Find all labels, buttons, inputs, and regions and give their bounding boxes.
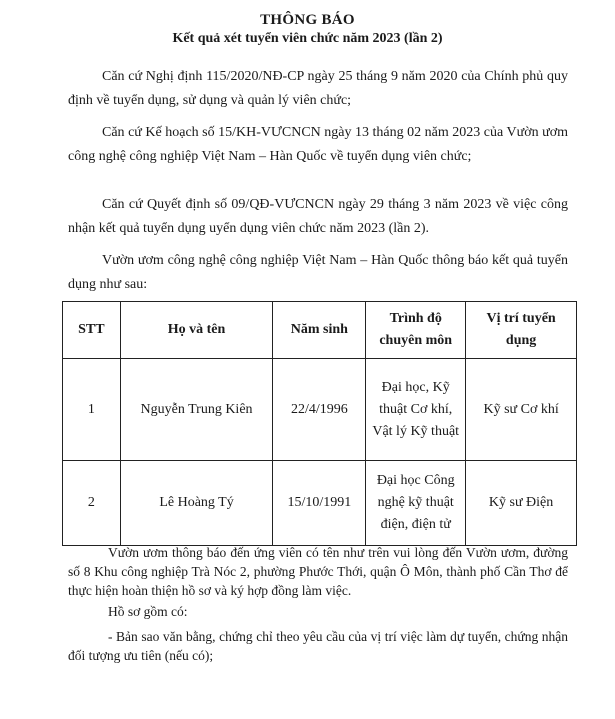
column-header-name: Họ và tên: [120, 302, 273, 359]
table-row: [63, 359, 577, 461]
column-header-stt: STT: [63, 302, 121, 359]
table-header-row: [63, 302, 577, 359]
cell-position: Kỹ sư Cơ khí: [466, 359, 577, 461]
cell-birth-date: 22/4/1996: [273, 359, 366, 461]
paragraph-legal-basis-decree: Căn cứ Nghị định 115/2020/NĐ-CP ngày 25 tháng 9 năm 2020 của Chính phủ quy định về tuyển dụng, sử dụng và quản lý viên chức;: [68, 69, 568, 108]
paragraph-legal-basis-plan: Căn cứ Kế hoạch số 15/KH-VƯCNCN ngày 13 tháng 02 năm 2023 của Vườn ươm công nghệ công nghiệp Việt Nam – Hàn Quốc về tuyển dụng viên chức;: [68, 125, 568, 164]
cell-name: Lê Hoàng Tý: [120, 461, 273, 546]
paragraph-instructions: Vườn ươm thông báo đến ứng viên có tên như trên vui lòng đến Vườn ươm, đường số 8 Khu công nghiệp Trà Nóc 2, phường Phước Thới, quận Ô Môn, thành phố Cần Thơ để thực hiện hoàn thiện hồ sơ và ký hợp đồng làm việc.: [68, 545, 568, 598]
table-row: [63, 461, 577, 546]
document-subtitle: Kết quả xét tuyển viên chức năm 2023 (lần 2): [172, 31, 443, 46]
cell-birth-date: 15/10/1991: [273, 461, 366, 546]
column-header-birth-date: Năm sinh: [273, 302, 366, 359]
cell-name: Nguyễn Trung Kiên: [120, 359, 273, 461]
column-header-position: Vị trí tuyển dụng: [466, 302, 577, 359]
cell-stt: 1: [63, 359, 121, 461]
paragraph-announcement-intro: Vườn ươm công nghệ công nghiệp Việt Nam – Hàn Quốc thông báo kết quả tuyển dụng như sau:: [68, 253, 568, 292]
column-header-qualification: Trình độ chuyên môn: [366, 302, 466, 359]
results-table: [62, 301, 577, 546]
cell-qualification: Đại học, Kỹ thuật Cơ khí, Vật lý Kỹ thuật: [366, 359, 466, 461]
paragraph-legal-basis-decision: Căn cứ Quyết định số 09/QĐ-VƯCNCN ngày 29 tháng 3 năm 2023 về việc công nhận kết quả tuyển dụng uyển dụng viên chức năm 2023 (lần 2).: [68, 197, 568, 236]
cell-position: Kỹ sư Điện: [466, 461, 577, 546]
paragraph-documents-item: - Bản sao văn bằng, chứng chỉ theo yêu cầu của vị trí việc làm dự tuyển, chứng nhận đối tượng ưu tiên (nếu có);: [68, 629, 568, 663]
document-title: THÔNG BÁO: [260, 12, 355, 28]
cell-qualification: Đại học Công nghệ kỹ thuật điện, điện tử: [366, 461, 466, 546]
paragraph-documents-heading: Hồ sơ gồm có:: [108, 604, 188, 619]
cell-stt: 2: [63, 461, 121, 546]
